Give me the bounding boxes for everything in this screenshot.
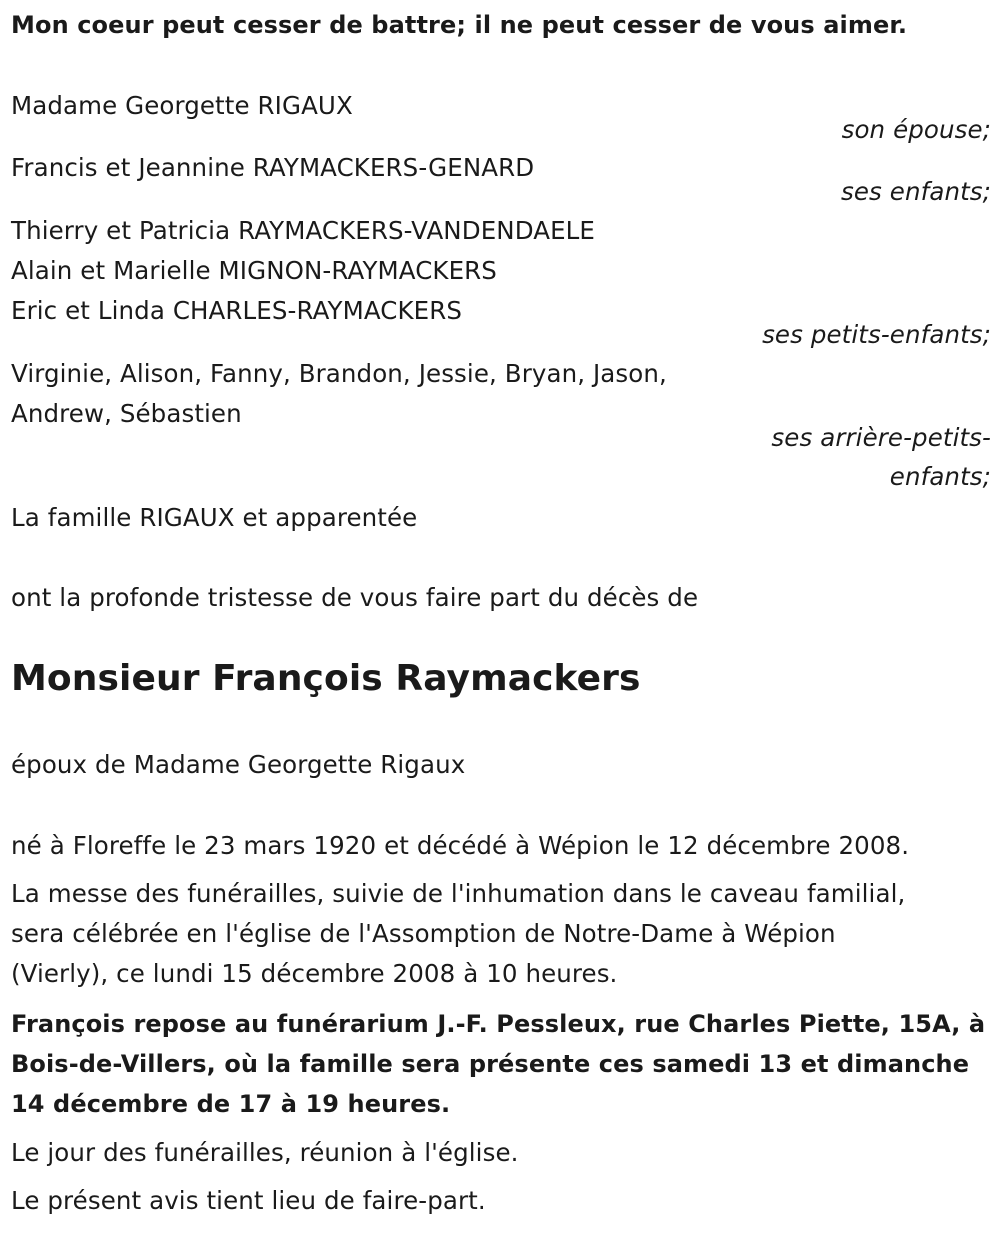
notice-block [11, 1181, 991, 1221]
children-name: Francis et Jeannine RAYMACKERS-GENARD [11, 153, 535, 182]
visitation-line-3: 14 décembre de 17 à 19 heures. [11, 1090, 451, 1118]
spouse-block [11, 86, 991, 149]
meeting-line: Le jour des funérailles, réunion à l'église. [11, 1138, 519, 1167]
grandchildren-name-1: Thierry et Patricia RAYMACKERS-VANDENDAELE [11, 216, 596, 245]
visitation-line-1: François repose au funérarium J.-F. Pessleux, rue Charles Piette, 15A, à [11, 1010, 986, 1038]
funeral-mass-line-3: (Vierly), ce lundi 15 décembre 2008 à 10 heures. [11, 959, 618, 988]
funeral-mass-line-2: sera célébrée en l'église de l'Assomption de Notre-Dame à Wépion [11, 919, 836, 948]
grandchildren-block [11, 211, 991, 354]
notice-line: Le présent avis tient lieu de faire-part. [11, 1186, 486, 1215]
grandchildren-role: ses petits-enfants; [762, 320, 991, 349]
deceased-spouse-line: époux de Madame Georgette Rigaux [11, 750, 466, 779]
deceased-spouse-block [11, 745, 991, 785]
children-role: ses enfants; [841, 177, 991, 206]
great-grandchildren-role-1: ses arrière-petits- [771, 423, 991, 452]
announcement: ont la profonde tristesse de vous faire part du décès de [11, 583, 699, 612]
birth-death-line: né à Floreffe le 23 mars 1920 et décédé à Wépion le 12 décembre 2008. [11, 831, 910, 860]
great-grandchildren-names-1: Virginie, Alison, Fanny, Brandon, Jessie, Bryan, Jason, [11, 359, 667, 388]
great-grandchildren-role-2: enfants; [889, 462, 991, 491]
meeting-block [11, 1133, 991, 1173]
funeral-mass-line-1: La messe des funérailles, suivie de l'inhumation dans le caveau familial, [11, 879, 906, 908]
birth-death-block [11, 826, 991, 866]
children-block [11, 148, 991, 211]
grandchildren-name-2: Alain et Marielle MIGNON-RAYMACKERS [11, 256, 497, 285]
visitation-line-2: Bois-de-Villers, où la famille sera présente ces samedi 13 et dimanche [11, 1050, 970, 1078]
epitaph-quote: Mon coeur peut cesser de battre; il ne peut cesser de vous aimer. [11, 11, 908, 39]
spouse-role: son épouse; [841, 115, 991, 144]
great-grandchildren-block [11, 354, 991, 496]
spouse-name: Madame Georgette RIGAUX [11, 91, 353, 120]
funeral-mass-block [11, 874, 991, 994]
announcement-block [11, 578, 991, 618]
deceased-name: Monsieur François Raymackers [11, 658, 641, 699]
extended-family-block [11, 498, 991, 538]
visitation-block [11, 1004, 991, 1124]
great-grandchildren-names-2: Andrew, Sébastien [11, 399, 242, 428]
extended-family: La famille RIGAUX et apparentée [11, 503, 418, 532]
grandchildren-name-3: Eric et Linda CHARLES-RAYMACKERS [11, 296, 463, 325]
